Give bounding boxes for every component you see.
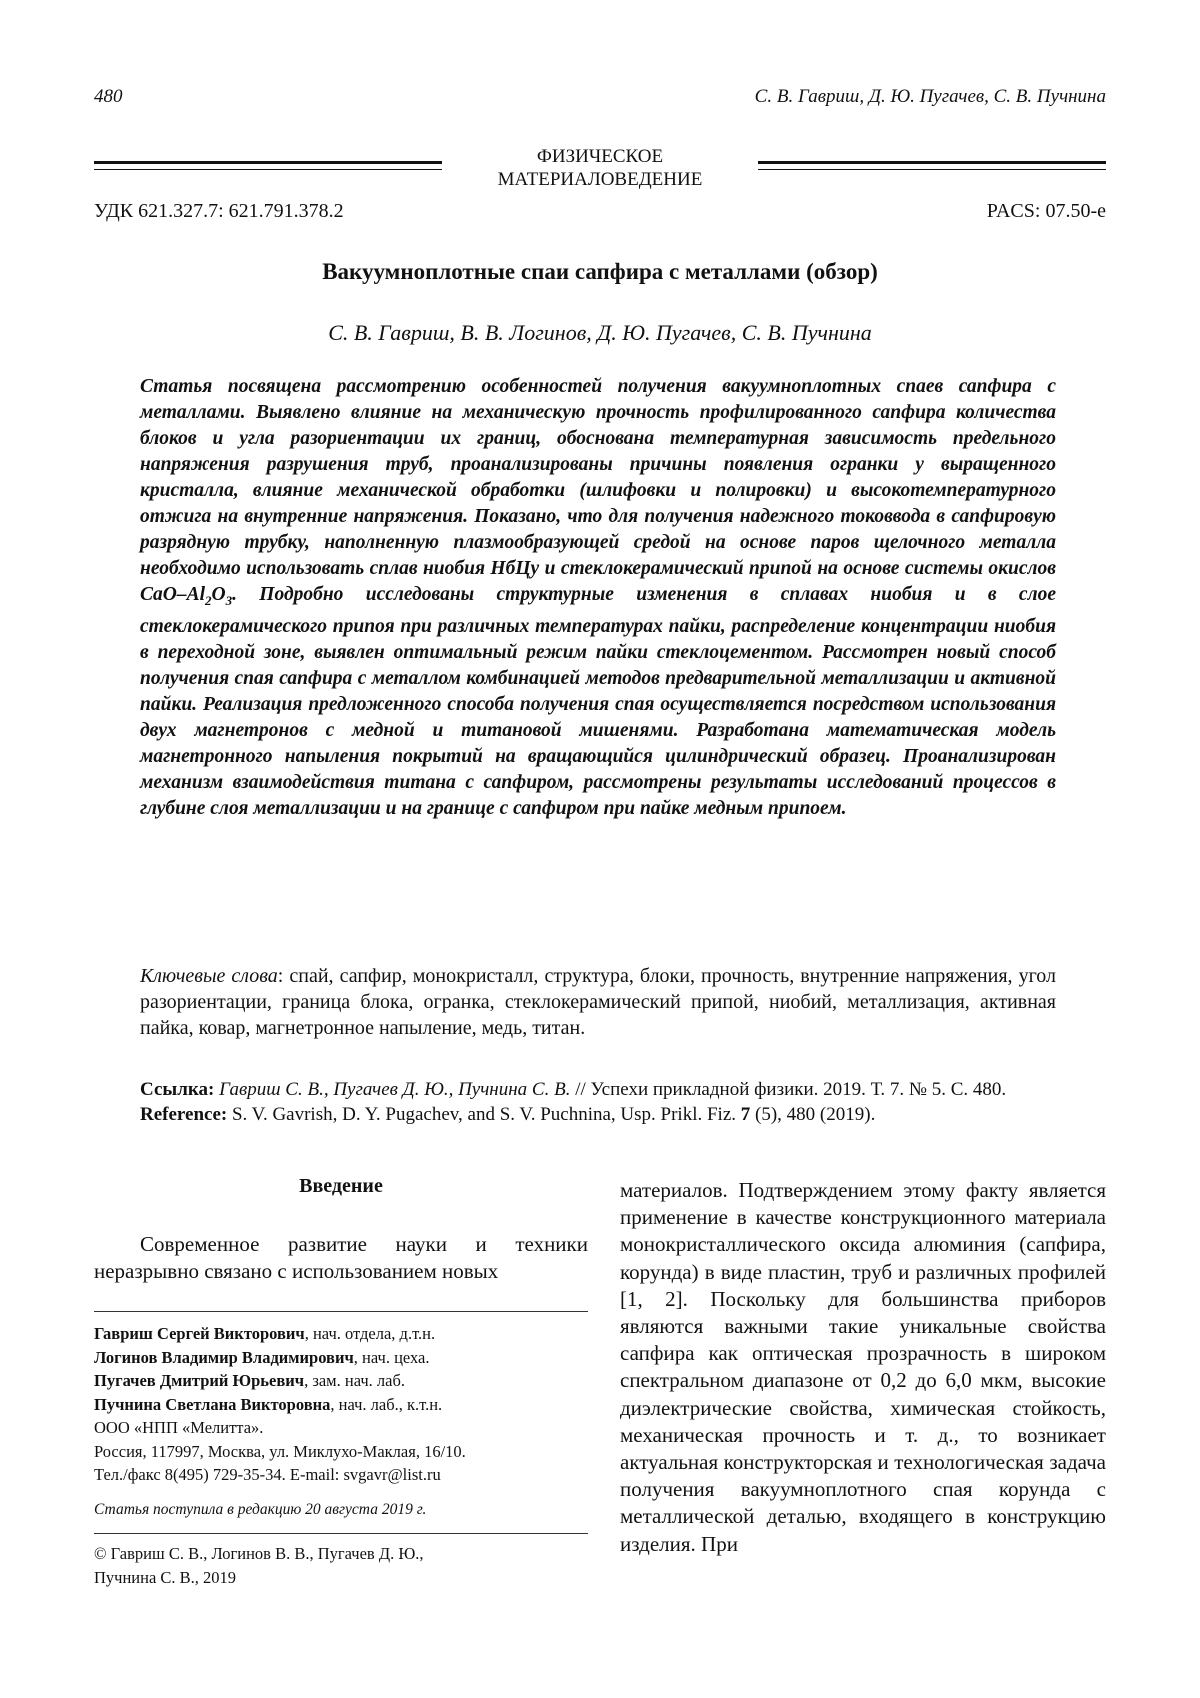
article-title: Вакуумноплотные спаи сапфира с металлами (обзор) <box>322 259 878 284</box>
address: Россия, 117997, Москва, ул. Миклухо-Маклая, 16/10. <box>94 1441 466 1461</box>
abstract-formula: CaO–$Al_2O_3$ <box>140 584 233 608</box>
section-title-line1: ФИЗИЧЕСКОЕ <box>536 146 664 167</box>
citation-ru <box>140 1077 1056 1102</box>
section-title-line2: МАТЕРИАЛОВЕДЕНИЕ <box>497 169 703 190</box>
citation-en-volume: 7 <box>740 1104 751 1125</box>
citation-block <box>140 1077 1056 1127</box>
citation-ru-authors: Гавриш С. В., Пугачев Д. Ю., Пучнина С. В. <box>219 1079 571 1100</box>
abstract-part2: . Подробно исследованы структурные изменения в сплавах ниобия и в слое стеклокерамического припоя при различных температурах пайки, распределение концентрации ниобия в переходной зоне, выявлен оптимальный режим пайки стеклоцементом. Рассмотрен новый способ получения спая сапфира с металлом комбинацией методов предварительной металлизации и активной пайки. Реализация предложенного способа получения спая осуществляется посредством использования двух магнетронов с медной и титановой мишенями. Разработана математическая модель магнетронного напыления покрытий на вращающийся цилиндрический образец. Проанализирован механизм взаимодействия титана с сапфиром, рассмотрены результаты исследований процессов в глубине слоя металлизации и на границе с сапфиром при пайке медным припоем. <box>140 584 1056 819</box>
author-line: Пугачев Дмитрий Юрьевич, зам. нач. лаб. <box>94 1371 405 1390</box>
pacs-code: PACS: 07.50-е <box>986 200 1106 222</box>
keywords-label: Ключевые слова <box>140 965 278 987</box>
citation-ru-rest: // Успехи прикладной физики. 2019. Т. 7. № 5. С. 480. <box>570 1079 1007 1100</box>
citation-en-label: Reference: <box>140 1104 228 1125</box>
author-line: Логинов Владимир Владимирович, нач. цеха. <box>94 1347 430 1367</box>
citation-ru-label: Ссылка: <box>140 1079 215 1100</box>
author-info-footnote <box>94 1322 588 1487</box>
intro-left-paragraph: Современное развитие науки и техники неразрывно связано с использованием новых <box>94 1232 588 1283</box>
page-number: 480 <box>94 86 123 107</box>
article-authors: С. В. Гавриш, В. В. Логинов, Д. Ю. Пугачев, С. В. Пучнина <box>328 320 872 345</box>
footnote-rule <box>94 1311 588 1312</box>
udk-code: УДК 621.327.7: 621.791.378.2 <box>94 200 344 222</box>
copyright-rule <box>94 1533 588 1534</box>
intro-right-paragraph: материалов. Подтверждением этому факту является применение в качестве конструкционного материала монокристаллического оксида алюминия (сапфира, корунда) в виде пластин, труб и различных профилей [1, 2]. Поскольку для большинства приборов являются важными такие уникальные свойства сапфира как оптическая прозрачность в широком спектральном диапазоне от 0,2 до 6,0 мкм, высокие диэлектрические свойства, химическая стойкость, механическая прочность и т. д., то возникает актуальная конструкторская и технологическая задача получения вакуумноплотного спая корунда с металлической деталью, входящего в конструкцию изделия. При <box>620 1178 1106 1556</box>
intro-heading: Введение <box>299 1175 383 1197</box>
keywords <box>140 963 1056 1041</box>
journal-section-title <box>0 145 1200 191</box>
running-authors: С. В. Гавриш, Д. Ю. Пугачев, С. В. Пучнина <box>754 86 1106 107</box>
author-line: Гавриш Сергей Викторович, нач. отдела, д.т.н. <box>94 1324 436 1343</box>
keywords-list: : спай, сапфир, монокристалл, структура, блоки, прочность, внутренние напряжения, угол разориентации, граница блока, огранка, стеклокерамический припой, ниобий, металлизация, активная пайка, ковар, магнетронное напыление, медь, титан. <box>140 965 1056 1039</box>
citation-en: Reference: S. V. Gavrish, D. Y. Pugachev, and S. V. Puchnina, Usp. Prikl. Fiz. 7 (5), 480 (2019). <box>140 1104 876 1125</box>
author-line: Пучнина Светлана Викторовна, нач. лаб., к.т.н. <box>94 1394 443 1414</box>
organization: ООО «НПП «Мелитта». <box>94 1418 264 1437</box>
abstract <box>140 374 1056 822</box>
contact-line: Тел./факс 8(495) 729-35-34. E-mail: svgavr@list.ru <box>94 1465 441 1484</box>
received-date: Статья поступила в редакцию 20 августа 2019 г. <box>94 1501 427 1518</box>
abstract-part1: Статья посвящена рассмотрению особенностей получения вакуумноплотных спаев сапфира с металлами. Выявлено влияние на механическую прочность профилированного сапфира количества блоков и угла разориентации их границ, обоснована температурная зависимость предельного напряжения разрушения труб, проанализированы причины появления огранки у выращенного кристалла, влияние механической обработки (шлифовки и полировки) и высокотемпературного отжига на внутренние напряжения. Показано, что для получения надежного токоввода в сапфировую разрядную трубку, наполненную плазмообразующей средой на основе паров щелочного металла необходимо использовать сплав ниобия НбЦу и стеклокерамический припой на основе системы окислов <box>140 376 1056 579</box>
copyright: © Гавриш С. В., Логинов В. В., Пугачев Д. Ю., Пучнина С. В., 2019 <box>94 1544 424 1587</box>
